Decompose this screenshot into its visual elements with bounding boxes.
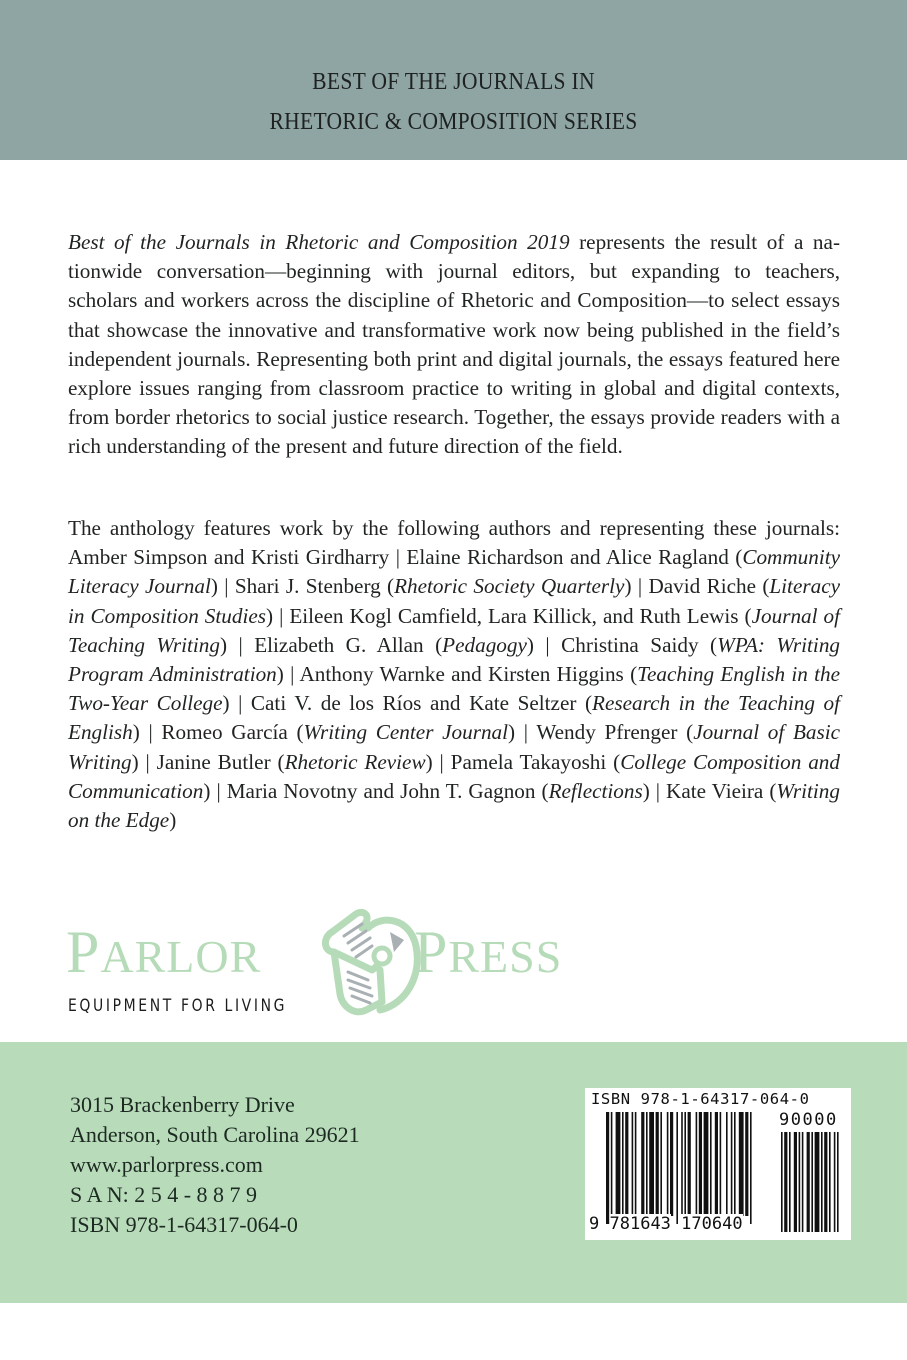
contributor-authors: Cati V. de los Ríos and Kate Seltzer [250, 691, 577, 716]
ean-left-digits: 781643 [609, 1214, 671, 1234]
contributor-authors: Anthony Warnke and Kirsten Higgins [299, 662, 624, 687]
contributor-journal: Writing Center Journal [303, 720, 509, 745]
logo-tagline: EQUIPMENT FOR LIVING [68, 996, 288, 1016]
barcode-addon-digits: 90000 [779, 1110, 838, 1130]
publisher-san: S A N: 2 5 4 - 8 8 7 9 [70, 1182, 258, 1207]
publisher-website: www.parlorpress.com [70, 1152, 263, 1177]
contributor-authors: Kate Vieira [666, 778, 764, 803]
ean-first-digit: 9 [589, 1214, 600, 1234]
barcode-isbn-label: ISBN 978-1-64317-064-0 [591, 1090, 810, 1108]
series-title-line-1: BEST OF THE JOURNALS IN [312, 69, 595, 95]
series-title [45, 62, 861, 142]
contributor-authors: Wendy Pfrenger [536, 720, 678, 745]
book-title-italic: Best of the Journals in Rhetoric and Composition 2019 [68, 230, 570, 254]
address-street: 3015 Brackenberry Drive [70, 1092, 295, 1117]
contributor-journal: Literacy in Composition Studies [68, 574, 840, 628]
contributors-paragraph: The anthology features work by the following authors and representing these journals: Amber Simpson and Kristi Girdharry | Elaine Richardson and Alice Ragland (Community Literacy Journal) | Shari J. Stenberg (Rhetoric Society Quarterly) | David Riche (Literacy in Composition Studies) | Eileen Kogl Camfield, Lara Killick, and Ruth Lewis (Journal of Teaching Writing) | Elizabeth G. Allan (Pedagogy) | Christina Saidy (WPA: Writing Program Administration) | Anthony Warnke and Kirsten Higgins (Teaching English in the Two-Year College) | Cati V. de los Ríos and Kate Seltzer (Research in the Teaching of English) | Romeo García (Writing Center Journal) | Wendy Pfrenger (Journal of Basic Writing) | Janine Butler (Rhetoric Review) | Pamela Takayoshi (College Composition and Communication) | Maria Novotny and John T. Gagnon (Reflections) | Kate Vieira (Writing on the Edge) [68, 516, 841, 833]
contributor-authors: Elizabeth G. Allan [254, 632, 424, 657]
contributor-journal: Journal of Teaching Writing [68, 603, 841, 657]
series-title-line-2: RHETORIC & COMPOSITION SERIES [269, 109, 638, 135]
contributor-journal: WPA: Writing Program Administration [68, 632, 841, 687]
contributor-authors: David Riche [648, 574, 756, 599]
contributor-authors: Maria Novotny and John T. Gagnon [226, 778, 536, 803]
contributor-journal: Research in the Teaching of English [68, 691, 840, 745]
scroll-and-disc-icon [310, 906, 422, 1028]
contributor-journal: Rhetoric Society Quarterly [394, 574, 625, 599]
contributors-intro: The anthology features work by the following authors and representing these journals: [68, 516, 840, 540]
logo-word-parlor: PARLOR [66, 919, 262, 985]
contributor-authors: Eileen Kogl Camfield, Lara Killick, and Ruth Lewis [289, 603, 739, 628]
contributor-authors: Elaine Richardson and Alice Ragland [406, 545, 729, 570]
isbn-barcode [585, 1088, 851, 1240]
logo-word-press: PRESS [414, 919, 563, 985]
parlor-press-logo [66, 908, 606, 1028]
contributor-journal: Teaching English in the Two-Year College [68, 662, 840, 716]
description-text: represents the result of a nationwide conversation—beginning with journal editors, but expanding to teachers, scholars and workers across the discipline of Rhetoric and Composition—to select essays that showcase the innovative and transformative work now being published in the field’s independent journals. Representing both print and digital journals, the essays featured here explore issues ranging from classroom practice to writing in global and digital contexts, from border rhetorics to social justice research. Together, the essays provide readers with a rich understanding of the present and future direction of the field. [68, 230, 840, 459]
contributor-authors: Shari J. Stenberg [234, 574, 381, 599]
contributor-journal: Journal of Basic Writing [68, 720, 841, 774]
contributor-journal: Writing on the Edge [68, 778, 840, 833]
ean-right-digits: 170640 [681, 1214, 743, 1234]
contributor-journal: Pedagogy [442, 632, 527, 657]
contributor-authors: Amber Simpson and Kristi Girdharry [68, 545, 390, 570]
contributor-authors: Pamela Takayoshi [450, 749, 607, 774]
contributor-journal: Reflections [548, 778, 643, 803]
publisher-isbn: ISBN 978-1-64317-064-0 [70, 1212, 298, 1237]
address-city: Anderson, South Carolina 29621 [70, 1122, 360, 1147]
contributor-authors: Christina Saidy [561, 632, 699, 657]
contributor-journal: College Composition and Communication [68, 749, 840, 803]
contributor-journal: Rhetoric Review [284, 749, 426, 774]
contributor-authors: Romeo García [161, 720, 288, 745]
contributor-journal: Community Literacy Journal [68, 545, 841, 599]
contributor-authors: Janine Butler [156, 749, 271, 774]
description-paragraph [68, 228, 840, 462]
barcode-ean-digits [589, 1214, 743, 1234]
publisher-address [70, 1090, 360, 1240]
